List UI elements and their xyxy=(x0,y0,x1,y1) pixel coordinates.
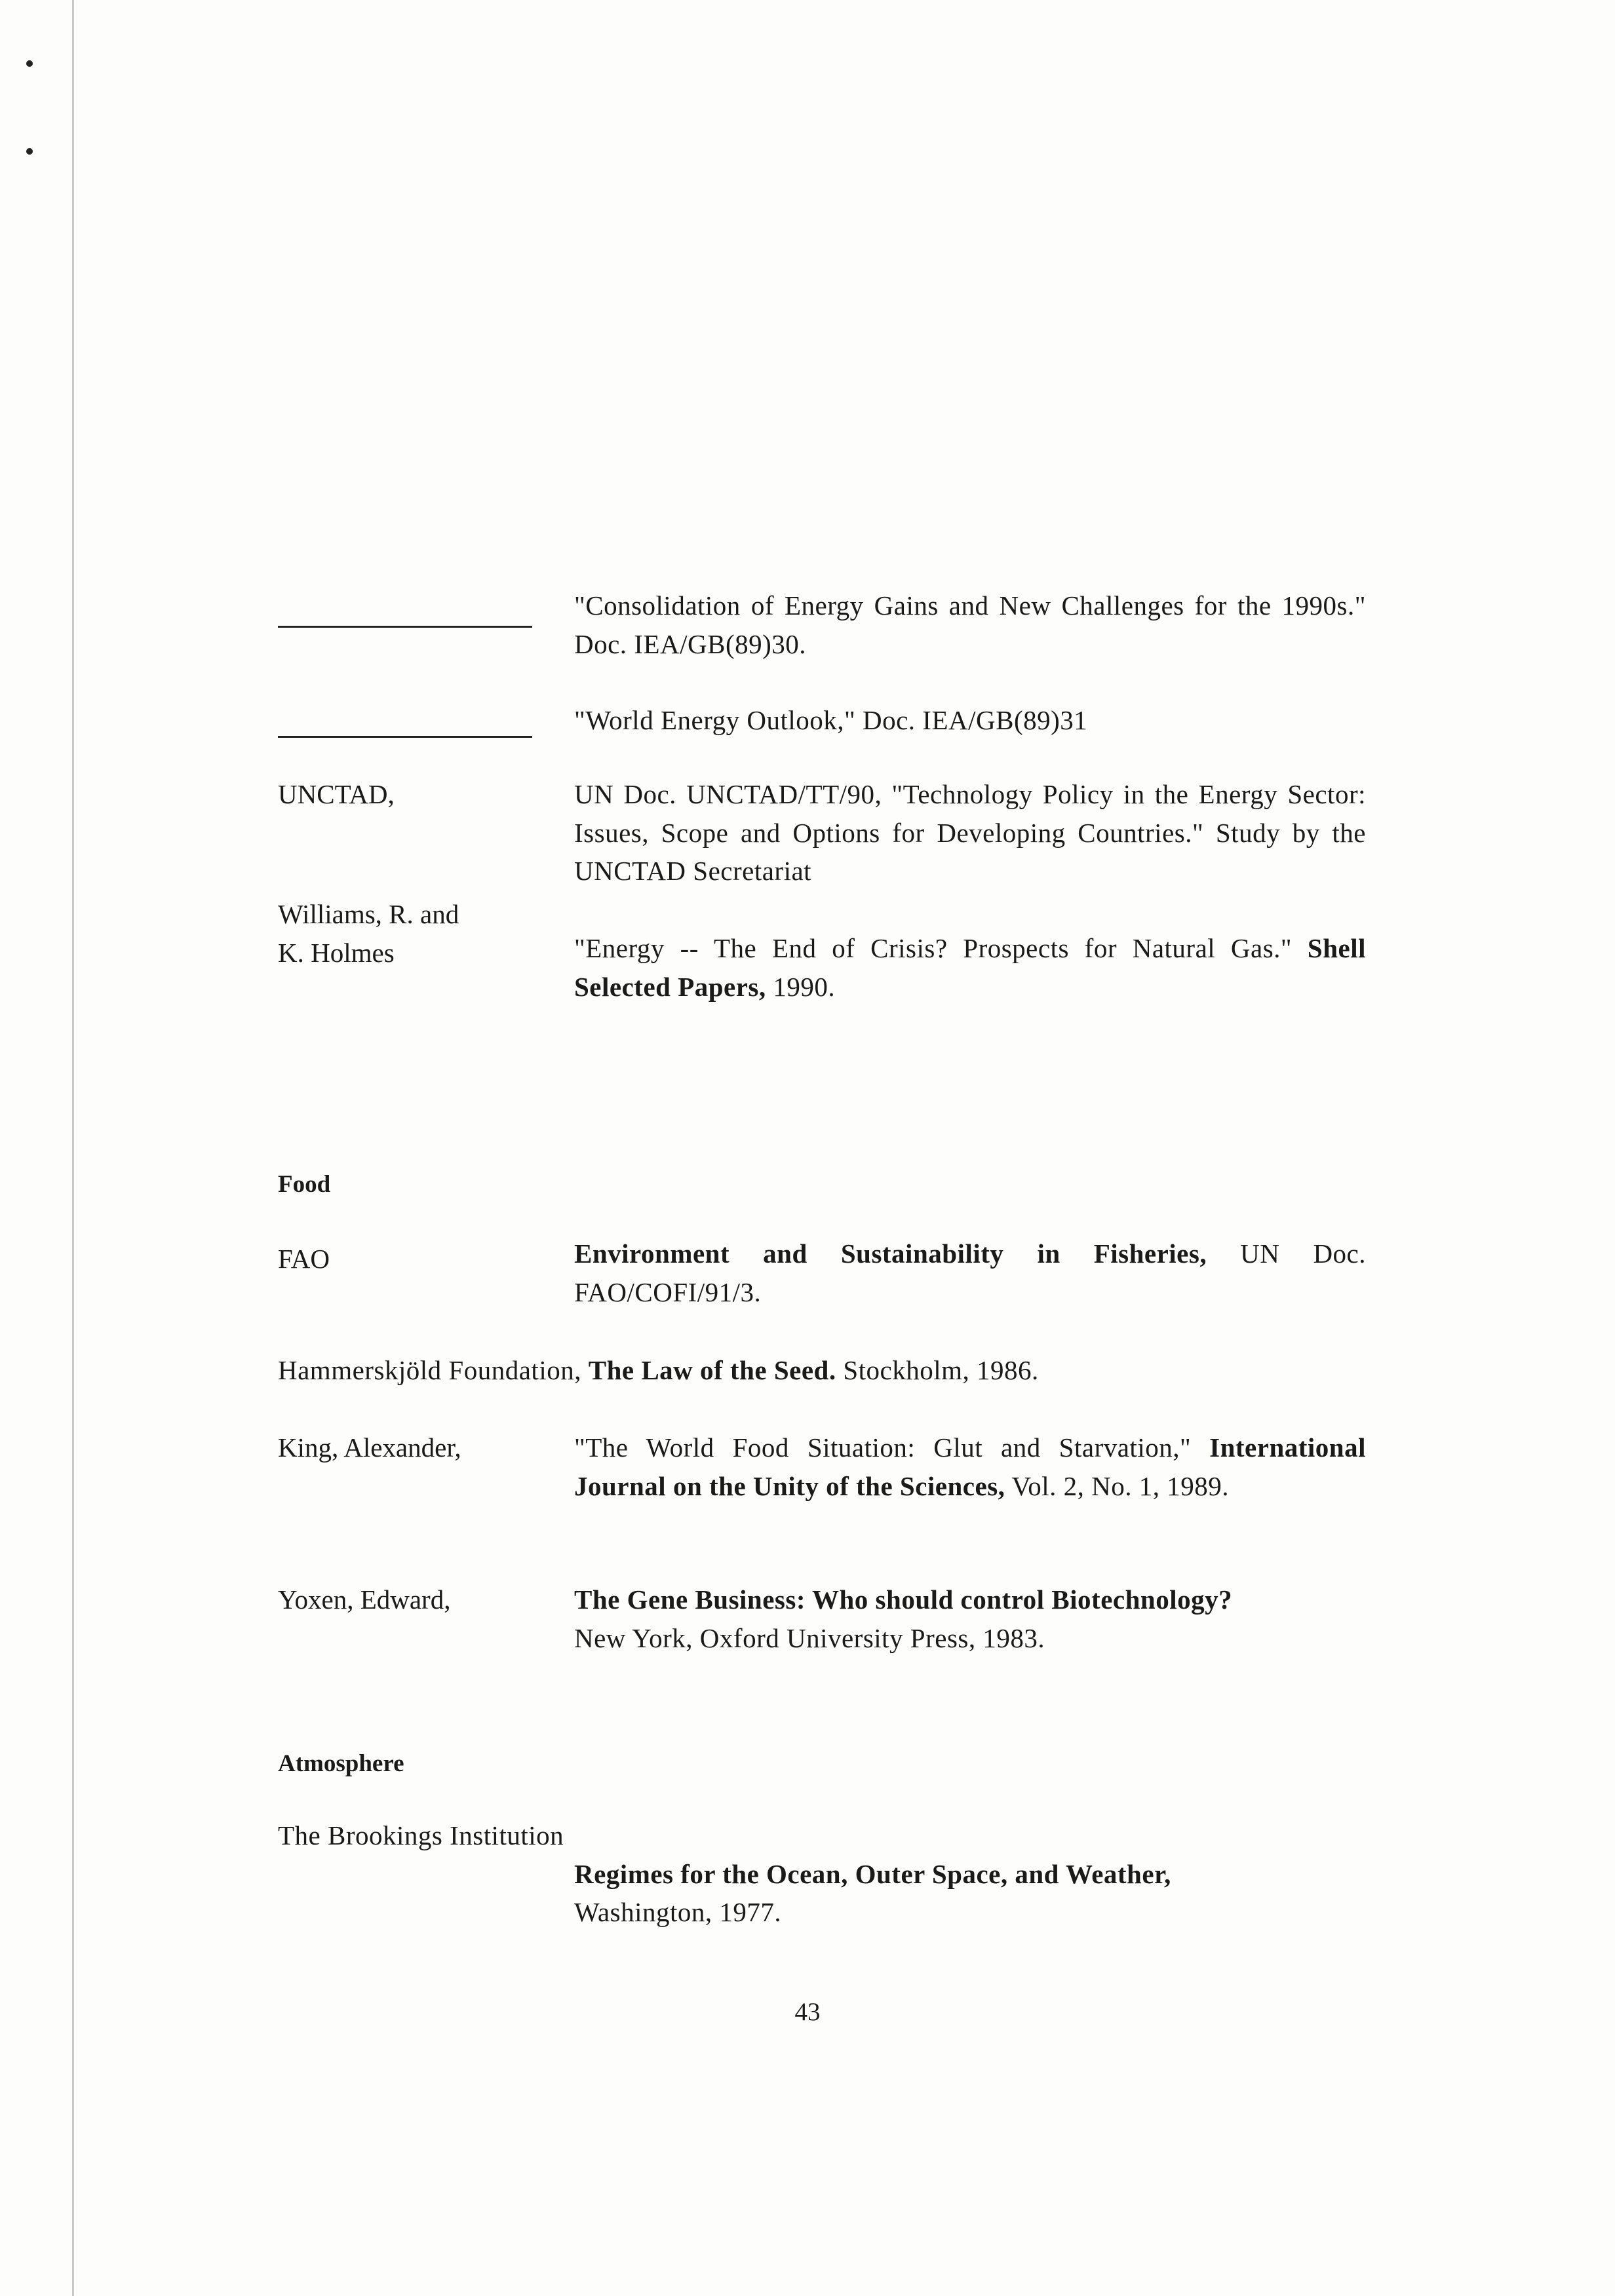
entry-text xyxy=(574,1580,1366,1657)
entry-author: Yoxen, Edward, xyxy=(278,1584,451,1615)
bibliography-entry-iea-1 xyxy=(278,586,1366,663)
bibliography-entry-unctad xyxy=(278,775,1366,890)
entry-text xyxy=(574,895,1366,1006)
entry-text-after: Vol. 2, No. 1, 1989. xyxy=(1005,1470,1229,1501)
repeated-author-dash xyxy=(278,626,532,628)
entry-text-after: UN Doc. FAO/COFI/91/3. xyxy=(574,1238,1366,1307)
bibliography-entry-king xyxy=(278,1428,1366,1505)
entry-text xyxy=(278,1351,1366,1390)
entry-title-bold: Environment and Sustainability in Fisheries, xyxy=(574,1238,1207,1269)
entry-text-after: New York, Oxford University Press, 1983. xyxy=(574,1622,1045,1653)
section-heading-atmosphere: Atmosphere xyxy=(278,1750,404,1777)
page-number: 43 xyxy=(794,1998,821,2026)
entry-title-bold: The Law of the Seed. xyxy=(588,1355,836,1385)
entry-text-plain: "Energy -- The End of Crisis? Prospects for Natural Gas." xyxy=(574,933,1308,963)
entry-text-after: Stockholm, 1986. xyxy=(836,1355,1039,1385)
margin-dot-mark xyxy=(26,148,33,155)
bibliography-entry-fao xyxy=(278,1234,1366,1311)
entry-text-after: Washington, 1977. xyxy=(574,1897,782,1928)
entry-title-bold: The Gene Business: Who should control Biotechnology? xyxy=(574,1584,1233,1615)
entry-author: King, Alexander, xyxy=(278,1432,461,1463)
left-margin-rule xyxy=(72,0,74,2296)
bibliography-entry-brookings xyxy=(278,1816,1366,1932)
entry-text: "World Energy Outlook," Doc. IEA/GB(89)31 xyxy=(574,705,1088,735)
bibliography-entry-hammerskjold xyxy=(278,1351,1366,1390)
entry-author xyxy=(278,895,566,972)
author-line: Williams, R. and xyxy=(278,899,459,929)
entry-author: The Brookings Institution xyxy=(278,1820,564,1850)
entry-text-after: 1990. xyxy=(766,971,836,1002)
entry-text: "Consolidation of Energy Gains and New Challenges for the 1990s." Doc. IEA/GB(89)30. xyxy=(574,590,1366,659)
author-line: K. Holmes xyxy=(278,937,395,968)
entry-title-bold: International Journal on the Unity of the Sciences, xyxy=(574,1432,1366,1501)
entry-author: FAO xyxy=(278,1244,330,1274)
margin-dot-mark xyxy=(26,60,33,67)
entry-author: Hammerskjöld Foundation, xyxy=(278,1355,581,1385)
entry-text xyxy=(574,1428,1366,1505)
section-heading-food: Food xyxy=(278,1171,331,1198)
entry-author: UNCTAD, xyxy=(278,779,395,809)
bibliography-entry-iea-2 xyxy=(278,701,1366,740)
entry-text xyxy=(574,1234,1366,1311)
bibliography-entry-williams xyxy=(278,895,1366,1006)
entry-title-bold: Shell Selected Papers, xyxy=(574,933,1366,1002)
bibliography-entry-yoxen xyxy=(278,1580,1366,1657)
entry-text: UN Doc. UNCTAD/TT/90, "Technology Policy in the Energy Sector: Issues, Scope and Options for Developing Countries." Study by the UNCTAD Secretariat xyxy=(574,779,1366,887)
entry-text-plain: "The World Food Situation: Glut and Starvation," xyxy=(574,1432,1210,1463)
entry-title-bold: Regimes for the Ocean, Outer Space, and Weather, xyxy=(574,1858,1171,1889)
entry-text xyxy=(574,1855,1366,1932)
repeated-author-dash xyxy=(278,736,532,738)
